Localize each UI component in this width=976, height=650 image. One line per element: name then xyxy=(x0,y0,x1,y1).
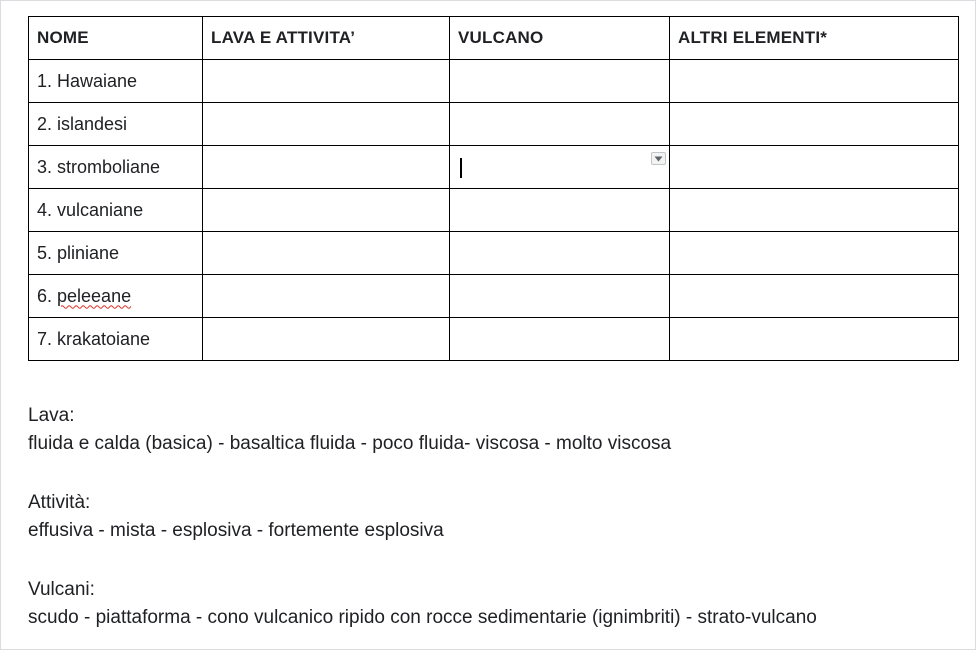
table-row xyxy=(29,275,959,318)
header-lava-attivita[interactable]: LAVA E ATTIVITA’ xyxy=(203,17,450,60)
table-row xyxy=(29,146,959,189)
table-row xyxy=(29,189,959,232)
table-row xyxy=(29,103,959,146)
cell-lava[interactable] xyxy=(203,103,450,146)
cell-vulcano[interactable] xyxy=(450,232,670,275)
text-cursor xyxy=(460,158,462,178)
cell-vulcano[interactable] xyxy=(450,275,670,318)
cell-nome-prefix: 6. xyxy=(37,285,58,306)
table-row xyxy=(29,232,959,275)
cell-nome[interactable]: 1. Hawaiane xyxy=(29,60,203,103)
cell-altri[interactable] xyxy=(670,232,959,275)
misspelled-word[interactable]: peleeane xyxy=(57,285,132,306)
cell-lava[interactable] xyxy=(203,189,450,232)
cell-nome[interactable]: 4. vulcaniane xyxy=(29,189,203,232)
table-header-row xyxy=(29,17,959,60)
chevron-down-icon xyxy=(654,156,663,162)
cell-dropdown-button[interactable] xyxy=(651,152,666,165)
header-nome[interactable]: NOME xyxy=(29,17,203,60)
cell-lava[interactable] xyxy=(203,318,450,361)
lava-options: fluida e calda (basica) - basaltica fluida - poco fluida- viscosa - molto viscosa xyxy=(28,432,672,454)
vulcani-heading: Vulcani: xyxy=(28,579,95,600)
cell-nome[interactable]: 7. krakatoiane xyxy=(29,318,203,361)
cell-vulcano-active[interactable] xyxy=(450,146,670,189)
cell-nome[interactable]: 3. stromboliane xyxy=(29,146,203,189)
cell-vulcano[interactable] xyxy=(450,189,670,232)
header-altri-elementi[interactable]: ALTRI ELEMENTI* xyxy=(670,17,959,60)
vulcani-options: scudo - piattaforma - cono vulcanico ripido con rocce sedimentarie (ignimbriti) - strato-vulcano xyxy=(28,606,817,628)
cell-lava[interactable] xyxy=(203,60,450,103)
cell-lava[interactable] xyxy=(203,146,450,189)
cell-lava[interactable] xyxy=(203,232,450,275)
cell-altri[interactable] xyxy=(670,275,959,318)
cell-altri[interactable] xyxy=(670,60,959,103)
cell-vulcano[interactable] xyxy=(450,318,670,361)
attivita-options: effusiva - mista - esplosiva - fortemente esplosiva xyxy=(28,519,444,541)
header-vulcano[interactable]: VULCANO xyxy=(450,17,670,60)
attivita-heading: Attività: xyxy=(28,492,91,513)
lava-heading: Lava: xyxy=(28,405,75,426)
eruption-table xyxy=(28,16,959,361)
cell-altri[interactable] xyxy=(670,146,959,189)
cell-altri[interactable] xyxy=(670,103,959,146)
cell-nome[interactable]: 5. pliniane xyxy=(29,232,203,275)
table-row xyxy=(29,60,959,103)
table-row xyxy=(29,318,959,361)
cell-altri[interactable] xyxy=(670,189,959,232)
cell-vulcano[interactable] xyxy=(450,60,670,103)
cell-nome[interactable]: 2. islandesi xyxy=(29,103,203,146)
cell-nome[interactable] xyxy=(29,275,203,318)
legend-notes xyxy=(28,402,817,631)
cell-vulcano[interactable] xyxy=(450,103,670,146)
cell-altri[interactable] xyxy=(670,318,959,361)
cell-lava[interactable] xyxy=(203,275,450,318)
